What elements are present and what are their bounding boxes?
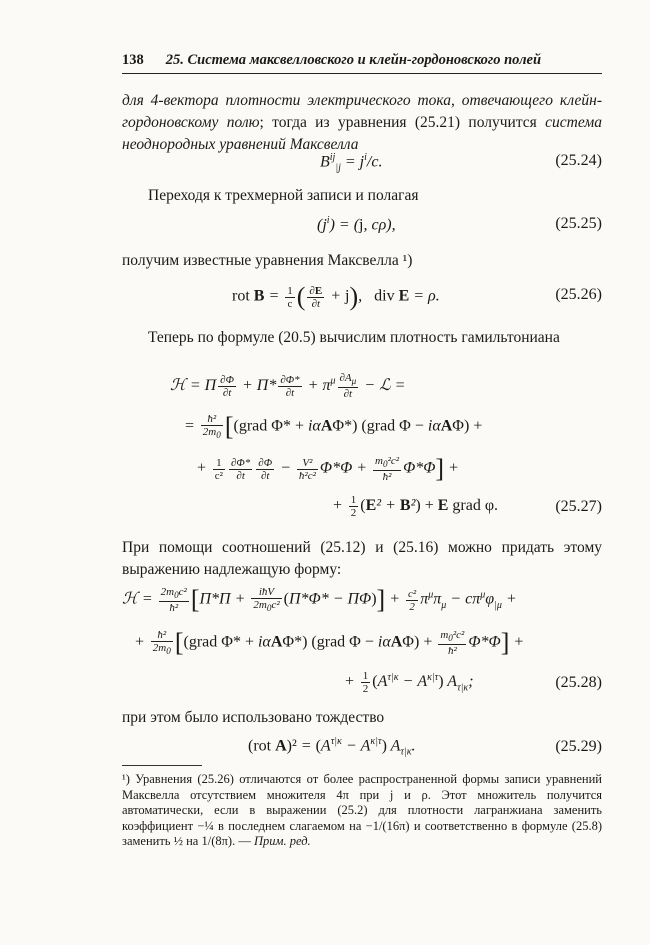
paragraph-identity: при этом было использовано тождество — [122, 709, 385, 726]
equation-number: (25.27) — [555, 498, 602, 515]
equation-formula: + $\frac{1}{\text{c²}}$ $\frac{\partial\Phi*}{\partial t}$ $\frac{\partial\Phi}{\partial t}$ − $\frac{\text{V²}}{\text{ħ²c²}}$ Φ*Φ + $\frac{m_0^2c^2}{\text{ħ²}}$ Φ*Φ] + — [196, 454, 459, 484]
equation-formula: rot B = $\frac{1}{c}$ ( $\frac{\partial E}{\partial t}$ + j), div E = ρ. — [232, 282, 440, 311]
header-rule — [122, 73, 602, 74]
running-title: 25. Система максвелловского и клейн-гордоновского полей — [165, 52, 542, 68]
footnote-rule — [122, 765, 202, 766]
equation-number: (25.25) — [555, 215, 602, 232]
paragraph-3d: Переходя к трехмерной записи и полагая — [148, 187, 419, 204]
equation-25-27-line-3 — [122, 454, 602, 484]
footnote-text: ¹) Уравнения (25.26) отличаются от более распространенной формы записи уравнений Максвелла отсутствием множителя 4π при j и ρ. Этот множитель получится автоматически, если в выражении (25.2) для плотности лагранжиана заменить коэффициент −¼ в последнем слагаемом на −1/(16π) и соответственно в формуле (25.8) заменить ½ на 1/(8π). — — [122, 772, 602, 848]
equation-25-27-line-2 — [122, 412, 602, 442]
equation-number: (25.24) — [555, 152, 602, 169]
running-header — [122, 52, 602, 69]
paragraph-hamiltonian: Теперь по формуле (20.5) вычислим плотность гамильтониана — [148, 329, 560, 346]
paragraph-text: ; тогда из уравнения (25.21) получится — [259, 114, 546, 131]
equation-25-26 — [122, 282, 602, 312]
equation-formula: + $\frac{1}{2}$ (E² + B²) + E grad φ. — [332, 494, 499, 519]
paragraph-relations: При помощи соотношений (25.12) и (25.16) можно придать этому выражению надлежащую форму: — [122, 539, 602, 578]
page-number: 138 — [122, 52, 144, 68]
equation-formula: $B^{ij}_{|j} = j^i/c$. — [320, 152, 383, 174]
equation-formula: $(j^i) = (j$, cρ), — [317, 215, 396, 234]
equation-25-28-line-1 — [122, 585, 602, 615]
equation-formula: ℋ = $\frac{2m_0c^2}{\text{ħ²}}$ [Π*Π + $\frac{\text{iħV}}{2m_0c^2}$ (Π*Φ* − ΠΦ)] + $\frac{\text{c²}}{2}$ $\pi^\mu\pi_\mu - c\pi^\mu\varphi_{|\mu}$ + — [122, 585, 517, 615]
editor-note: Прим. ред. — [253, 834, 311, 848]
equation-number: (25.26) — [555, 286, 602, 303]
equation-formula: + $\frac{\text{ħ²}}{2m_0}$ [(grad Φ* + iαAΦ*) (grad Φ − iαAΦ) + $\frac{m_0^2c^2}{\text{ħ²}}$ Φ*Φ] + — [134, 628, 525, 658]
equation-formula: ℋ = Π $\frac{\partial\Phi}{\partial t}$ + Π* $\frac{\partial\Phi*}{\partial t}$ + $\pi^\mu$ $\frac{\partial A_\mu}{\partial t}$ − ℒ = — [170, 372, 406, 401]
equation-25-28-line-3 — [122, 670, 602, 700]
equation-formula: = $\frac{\text{ħ²}}{2m_0}$ [(grad Φ* + iαAΦ*) (grad Φ − iαAΦ) + — [184, 412, 483, 441]
paragraph-current-density — [122, 90, 602, 156]
equation-number: (25.29) — [555, 738, 602, 755]
footnote — [122, 772, 602, 850]
equation-25-27-line-1 — [122, 372, 602, 402]
equation-formula: + $\frac{1}{2}$ $(A^{\tau|\kappa} - A^{\kappa|\tau})$ $A_{\tau|\kappa}$; — [344, 670, 474, 695]
equation-25-25 — [122, 213, 602, 243]
emphasis-maxwell-system: система неоднородных уравнений Максвелла — [122, 114, 602, 153]
equation-25-27-line-4 — [122, 494, 602, 524]
equation-25-24 — [122, 150, 602, 180]
equation-number: (25.28) — [555, 674, 602, 691]
equation-25-29 — [122, 736, 602, 766]
equation-25-28-line-2 — [122, 628, 602, 658]
equation-formula: (rot $A)^2 = (A^{\tau|\kappa} - A^{\kappa|\tau})$ $A_{\tau|\kappa}$. — [248, 736, 416, 758]
paragraph-maxwell-known: получим известные уравнения Максвелла ¹) — [122, 252, 413, 269]
emphasis-current-density: для 4-вектора плотности электрического тока, отвечающего клейн-гордоновскому полю — [122, 92, 602, 131]
